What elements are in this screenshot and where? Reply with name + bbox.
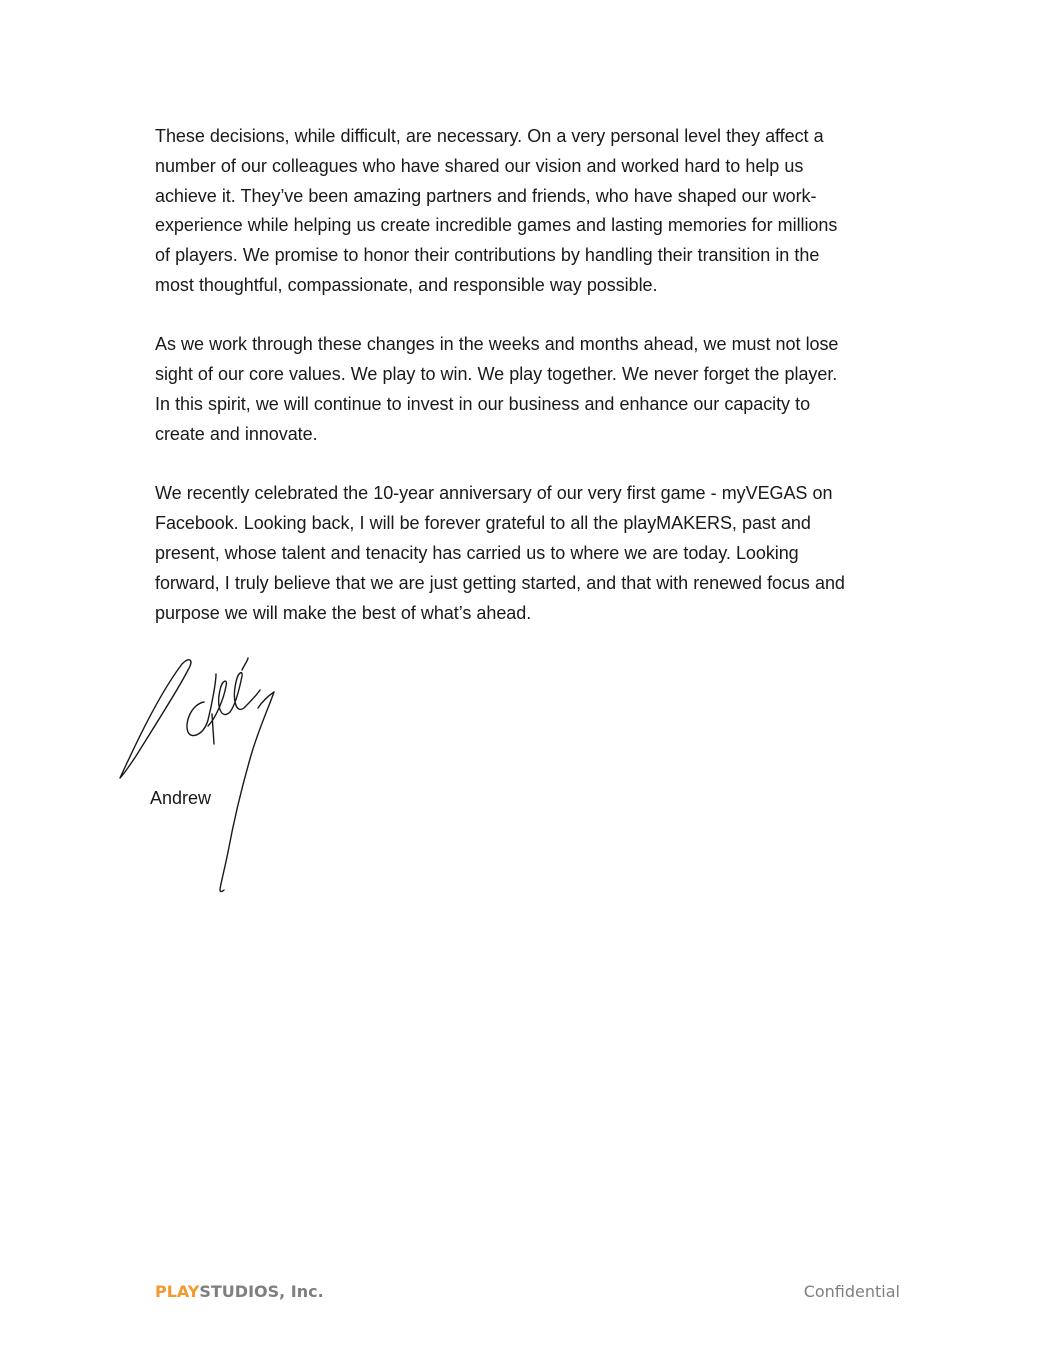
paragraph-line: create and innovate. xyxy=(155,423,318,444)
brand-suffix: STUDIOS, Inc. xyxy=(199,1282,324,1301)
paragraph-line: As we work through these changes in the weeks and months ahead, we must not lose xyxy=(155,334,839,355)
confidential-label: Confidential xyxy=(803,1282,900,1301)
paragraph-2 xyxy=(155,330,900,449)
paragraph-line: number of our colleagues who have shared our vision and worked hard to help us xyxy=(155,155,804,176)
paragraph-line: of players. We promise to honor their contributions by handling their transition in the xyxy=(155,245,820,266)
handwritten-signature-icon xyxy=(112,652,282,897)
signer-name: Andrew xyxy=(150,788,212,808)
paragraph-line: experience while helping us create incredible games and lasting memories for millions xyxy=(155,215,838,236)
paragraph-line: forward, I truly believe that we are just getting started, and that with renewed focus and xyxy=(155,572,845,593)
paragraph-3 xyxy=(155,479,900,628)
paragraph-1 xyxy=(155,122,900,301)
brand-prefix: PLAY xyxy=(155,1282,200,1301)
letter-body xyxy=(155,122,900,658)
paragraph-line: These decisions, while difficult, are necessary. On a very personal level they affect a xyxy=(155,126,824,146)
paragraph-line: sight of our core values. We play to win. We play together. We never forget the player. xyxy=(155,364,838,385)
paragraph-line: Facebook. Looking back, I will be forever grateful to all the playMAKERS, past and xyxy=(155,513,811,534)
paragraph-line: achieve it. They’ve been amazing partners and friends, who have shaped our work- xyxy=(155,185,817,206)
company-brand xyxy=(155,1281,324,1303)
paragraph-line: most thoughtful, compassionate, and responsible way possible. xyxy=(155,274,658,295)
paragraph-line: We recently celebrated the 10-year anniversary of our very first game - myVEGAS on xyxy=(155,483,833,504)
paragraph-line: In this spirit, we will continue to invest in our business and enhance our capacity to xyxy=(155,394,811,415)
paragraph-line: purpose we will make the best of what’s ahead. xyxy=(155,602,532,623)
paragraph-line: present, whose talent and tenacity has carried us to where we are today. Looking xyxy=(155,542,799,563)
